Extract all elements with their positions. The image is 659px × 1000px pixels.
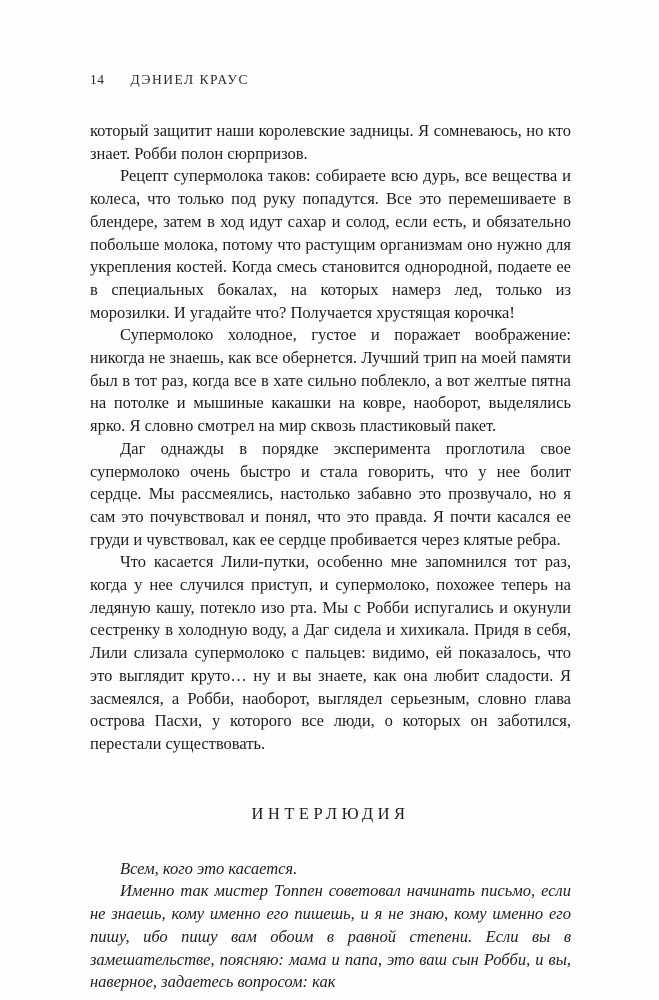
- page-number: 14: [90, 72, 105, 87]
- section-heading: ИНТЕРЛЮДИЯ: [251, 803, 410, 823]
- paragraph: Всем, кого это касается.: [120, 858, 298, 878]
- paragraph: Именно так мистер Топпен советовал начинать письмо, если не знаешь, кому именно его пишешь, и я не знаю, кому именно его пишу, ибо пишу вам обоим в равной степени. Если вы в замешательстве, поясняю: мама и папа, это ваш сын Робби, и вы, наверное, задаетесь вопросом: как: [90, 881, 571, 992]
- author-name: ДЭНИЕЛ КРАУС: [130, 72, 249, 87]
- paragraph: Супермолоко холодное, густое и поражает воображение: никогда не знаешь, как все обернется. Лучший трип на моей памяти был в тот раз, когда все в хате сильно поблекло, а вот желтые пятна на потолке и мышиные какашки на ковре, наоборот, выделялись ярко. Я словно смотрел на мир сквозь пластиковый пакет.: [90, 325, 571, 436]
- paragraph: Что касается Лили-путки, особенно мне запомнился тот раз, когда у нее случился приступ, и супермолоко, похожее теперь на ледяную кашу, потекло изо рта. Мы с Робби испугались и окунули сестренку в холодную воду, а Даг сидела и хихикала. Придя в себя, Лили слизала супермолоко с пальцев: видимо, ей показалось, что это выглядит круто… ну и вы знаете, как она любит сладости. Я засмеялся, а Робби, наоборот, выглядел серьезным, словно глава острова Пасхи, у которого все люди, о которых он заботился, перестали существовать.: [90, 552, 571, 753]
- paragraph: который защитит наши королевские задницы. Я сомневаюсь, но кто знает. Робби полон сюрпризов.: [90, 121, 571, 163]
- paragraph: Рецепт супермолока таков: собираете всю дурь, все вещества и колеса, что только под руку попадутся. Все это перемешиваете в блендере, затем в ход идут сахар и солод, если есть, и обязательно побольше молока, потому что растущим организмам оно нужно для укрепления костей. Когда смесь становится однородной, подаете ее в специальных бокалах, на которых намерз лед, только из морозилки. И угадайте что? Получается хрустящая корочка!: [90, 166, 571, 322]
- paragraph: Даг однажды в порядке эксперимента проглотила свое супермолоко очень быстро и стала говорить, что у нее болит сердце. Мы рассмеялись, настолько забавно это прозвучало, но я сам это почувствовал и понял, что это правда. Я почти касался ее груди и чувствовал, как ее сердце пробивается через клятые ребра.: [90, 438, 571, 549]
- body-text: [90, 120, 571, 756]
- running-head: [90, 72, 571, 88]
- page-content: [90, 72, 571, 994]
- interlude-text: [90, 858, 571, 994]
